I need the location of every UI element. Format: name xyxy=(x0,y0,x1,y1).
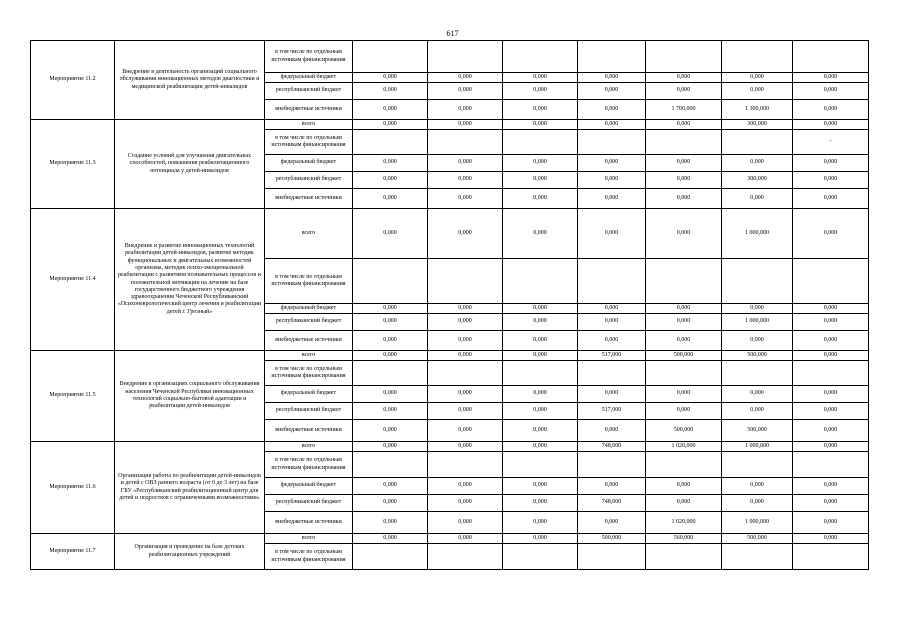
amount-cell: 0,000 xyxy=(578,172,646,189)
funding-source-label: внебюджетные источники xyxy=(265,512,353,534)
amount-cell: 0,000 xyxy=(428,331,503,351)
amount-cell: 0,000 xyxy=(646,83,722,100)
amount-cell: 0,000 xyxy=(503,331,578,351)
amount-cell: 0,000 xyxy=(793,209,869,259)
amount-cell xyxy=(503,259,578,304)
measure-name: Внедрение в организациях социального обслуживания населения Чеченской Республики инновационных технологий социально-бытовой адаптации и реабилитации детей-инвалидов xyxy=(115,351,265,442)
amount-cell: 0,000 xyxy=(353,420,428,442)
amount-cell: 0,000 xyxy=(428,73,503,83)
amount-cell: 0,000 xyxy=(578,100,646,120)
amount-cell: 1 700,000 xyxy=(646,100,722,120)
amount-cell: 0,000 xyxy=(503,155,578,172)
amount-cell xyxy=(503,361,578,386)
amount-cell: 0,000 xyxy=(578,209,646,259)
amount-cell: 0,000 xyxy=(793,534,869,544)
amount-cell xyxy=(428,259,503,304)
amount-cell: 0,000 xyxy=(793,172,869,189)
amount-cell: 0,000 xyxy=(646,120,722,130)
amount-cell xyxy=(578,361,646,386)
amount-cell xyxy=(646,259,722,304)
amount-cell xyxy=(353,544,428,570)
funding-source-label: федеральный бюджет xyxy=(265,478,353,495)
amount-cell: 0,000 xyxy=(428,209,503,259)
page-bottom-margin xyxy=(0,592,905,640)
amount-cell: 0,000 xyxy=(722,83,793,100)
amount-cell: 500,000 xyxy=(646,420,722,442)
amount-cell xyxy=(353,452,428,478)
amount-cell xyxy=(793,41,869,73)
amount-cell: 0,000 xyxy=(503,478,578,495)
measure-code: Мероприятие 11.6 xyxy=(31,442,115,534)
budget-table xyxy=(30,40,869,570)
amount-cell xyxy=(646,544,722,570)
amount-cell: 1 000,000 xyxy=(722,442,793,452)
amount-cell: 0,000 xyxy=(722,478,793,495)
table-row xyxy=(31,209,869,259)
amount-cell: 0,000 xyxy=(793,495,869,512)
funding-source-label: всего xyxy=(265,351,353,361)
amount-cell: 1 300,000 xyxy=(722,100,793,120)
funding-source-label: федеральный бюджет xyxy=(265,386,353,403)
amount-cell: 1 000,000 xyxy=(722,512,793,534)
funding-source-label: в том числе по отдельным источникам финансирования xyxy=(265,41,353,73)
amount-cell: 0,000 xyxy=(793,351,869,361)
funding-source-label: федеральный бюджет xyxy=(265,73,353,83)
amount-cell: 0,000 xyxy=(793,442,869,452)
measure-code: Мероприятие 11.5 xyxy=(31,351,115,442)
amount-cell: 0,000 xyxy=(353,304,428,314)
amount-cell: 517,000 xyxy=(578,403,646,420)
amount-cell xyxy=(793,361,869,386)
amount-cell: 0,000 xyxy=(428,100,503,120)
amount-cell: 0,000 xyxy=(646,172,722,189)
amount-cell: 0,000 xyxy=(428,120,503,130)
amount-cell: 0,000 xyxy=(428,304,503,314)
amount-cell: 0,000 xyxy=(353,403,428,420)
amount-cell xyxy=(428,544,503,570)
amount-cell: 0,000 xyxy=(646,386,722,403)
amount-cell: 1 020,000 xyxy=(646,442,722,452)
amount-cell: 748,000 xyxy=(578,495,646,512)
amount-cell: 0,000 xyxy=(793,512,869,534)
table-row xyxy=(31,120,869,130)
amount-cell xyxy=(793,452,869,478)
amount-cell xyxy=(793,544,869,570)
amount-cell: 560,000 xyxy=(646,534,722,544)
funding-source-label: внебюджетные источники xyxy=(265,100,353,120)
amount-cell: 0,000 xyxy=(722,189,793,209)
amount-cell: 517,000 xyxy=(578,351,646,361)
amount-cell: - xyxy=(793,130,869,155)
amount-cell: 0,000 xyxy=(503,495,578,512)
amount-cell: 0,000 xyxy=(353,83,428,100)
amount-cell: 0,000 xyxy=(722,495,793,512)
amount-cell xyxy=(646,361,722,386)
amount-cell xyxy=(503,544,578,570)
funding-source-label: в том числе по отдельным источникам финансирования xyxy=(265,259,353,304)
amount-cell: 0,000 xyxy=(578,512,646,534)
amount-cell: 0,000 xyxy=(428,351,503,361)
measure-code: Мероприятие 11.4 xyxy=(31,209,115,351)
amount-cell xyxy=(722,130,793,155)
amount-cell: 0,000 xyxy=(428,83,503,100)
amount-cell: 0,000 xyxy=(578,155,646,172)
amount-cell: 0,000 xyxy=(428,314,503,331)
amount-cell xyxy=(578,130,646,155)
amount-cell: 0,000 xyxy=(503,172,578,189)
amount-cell: 0,000 xyxy=(428,442,503,452)
amount-cell: 500,000 xyxy=(646,351,722,361)
amount-cell xyxy=(722,41,793,73)
funding-source-label: в том числе по отдельным источникам финансирования xyxy=(265,452,353,478)
amount-cell: 0,000 xyxy=(353,442,428,452)
amount-cell: 0,000 xyxy=(503,304,578,314)
amount-cell: 0,000 xyxy=(503,189,578,209)
amount-cell: 0,000 xyxy=(428,420,503,442)
amount-cell: 0,000 xyxy=(578,73,646,83)
amount-cell: 0,000 xyxy=(793,403,869,420)
amount-cell: 0,000 xyxy=(428,155,503,172)
funding-source-label: внебюджетные источники xyxy=(265,420,353,442)
funding-source-label: всего xyxy=(265,534,353,544)
amount-cell xyxy=(428,130,503,155)
amount-cell xyxy=(353,361,428,386)
amount-cell: 0,000 xyxy=(646,73,722,83)
amount-cell: 0,000 xyxy=(353,386,428,403)
amount-cell xyxy=(722,452,793,478)
amount-cell: 0,000 xyxy=(646,314,722,331)
amount-cell xyxy=(646,41,722,73)
amount-cell xyxy=(722,544,793,570)
amount-cell xyxy=(578,544,646,570)
funding-source-label: республиканский бюджет xyxy=(265,495,353,512)
amount-cell: 500,000 xyxy=(722,351,793,361)
amount-cell xyxy=(353,130,428,155)
amount-cell: 0,000 xyxy=(353,189,428,209)
measure-name: Организация работы по реабилитации детей-инвалидов и детей с ОВЗ раннего возраста (от 0 до 3 лет) на базе ГБУ «Республиканский реабилитационный центр для детей и подростков с ограниченными возможностями» xyxy=(115,442,265,534)
amount-cell: 0,000 xyxy=(646,304,722,314)
amount-cell: 0,000 xyxy=(793,386,869,403)
amount-cell: 0,000 xyxy=(793,420,869,442)
amount-cell: 0,000 xyxy=(353,331,428,351)
table-row xyxy=(31,41,869,73)
amount-cell: 0,000 xyxy=(722,403,793,420)
amount-cell: 0,000 xyxy=(578,120,646,130)
amount-cell xyxy=(428,452,503,478)
amount-cell xyxy=(793,259,869,304)
amount-cell xyxy=(353,41,428,73)
amount-cell: 1 000,000 xyxy=(722,209,793,259)
amount-cell: 0,000 xyxy=(793,73,869,83)
amount-cell: 0,000 xyxy=(646,155,722,172)
funding-source-label: в том числе по отдельным источникам финансирования xyxy=(265,130,353,155)
funding-source-label: республиканский бюджет xyxy=(265,83,353,100)
amount-cell: 0,000 xyxy=(503,83,578,100)
amount-cell: 0,000 xyxy=(353,73,428,83)
amount-cell: 0,000 xyxy=(503,351,578,361)
amount-cell xyxy=(722,259,793,304)
amount-cell: 0,000 xyxy=(428,534,503,544)
funding-source-label: республиканский бюджет xyxy=(265,172,353,189)
amount-cell: 0,000 xyxy=(503,512,578,534)
amount-cell xyxy=(503,130,578,155)
funding-source-label: республиканский бюджет xyxy=(265,403,353,420)
amount-cell: 0,000 xyxy=(578,314,646,331)
table-row xyxy=(31,351,869,361)
amount-cell: 0,000 xyxy=(428,495,503,512)
amount-cell: 0,000 xyxy=(793,304,869,314)
amount-cell: 0,000 xyxy=(503,442,578,452)
amount-cell: 0,000 xyxy=(503,534,578,544)
funding-source-label: в том числе по отдельным источникам финансирования xyxy=(265,544,353,570)
amount-cell: 0,000 xyxy=(646,331,722,351)
measure-code: Мероприятие 11.7 xyxy=(31,534,115,570)
amount-cell: 500,000 xyxy=(578,534,646,544)
amount-cell: 0,000 xyxy=(646,478,722,495)
amount-cell: 0,000 xyxy=(793,83,869,100)
amount-cell: 0,000 xyxy=(793,331,869,351)
amount-cell xyxy=(646,130,722,155)
amount-cell: 748,000 xyxy=(578,442,646,452)
amount-cell: 0,000 xyxy=(722,73,793,83)
funding-source-label: республиканский бюджет xyxy=(265,314,353,331)
amount-cell xyxy=(353,259,428,304)
amount-cell: 0,000 xyxy=(353,534,428,544)
amount-cell: 0,000 xyxy=(503,209,578,259)
amount-cell: 0,000 xyxy=(503,420,578,442)
amount-cell: 0,000 xyxy=(646,209,722,259)
amount-cell: 1 020,000 xyxy=(646,512,722,534)
funding-source-label: внебюджетные источники xyxy=(265,331,353,351)
measure-name: Создание условий для улучшения двигательных способностей, повышения реабилитационного потенциала у детей-инвалидов xyxy=(115,120,265,209)
measure-code: Мероприятие 11.2 xyxy=(31,41,115,120)
amount-cell: 0,000 xyxy=(428,512,503,534)
amount-cell: 0,000 xyxy=(353,512,428,534)
amount-cell: 0,000 xyxy=(503,120,578,130)
measure-name: Организация и проведение на базе детских реабилитационных учреждений xyxy=(115,534,265,570)
amount-cell xyxy=(578,41,646,73)
amount-cell xyxy=(722,361,793,386)
amount-cell xyxy=(428,361,503,386)
funding-source-label: внебюджетные источники xyxy=(265,189,353,209)
amount-cell: 0,000 xyxy=(722,304,793,314)
amount-cell xyxy=(428,41,503,73)
measure-name: Внедрение в деятельность организаций социального обслуживания инновационных методов диагностики и медицинской реабилитации детей-инвалидов xyxy=(115,41,265,120)
amount-cell: 0,000 xyxy=(503,386,578,403)
amount-cell: 0,000 xyxy=(353,351,428,361)
amount-cell: 0,000 xyxy=(646,403,722,420)
amount-cell: 0,000 xyxy=(578,189,646,209)
amount-cell: 500,000 xyxy=(722,534,793,544)
amount-cell: 0,000 xyxy=(428,189,503,209)
amount-cell: 0,000 xyxy=(578,83,646,100)
amount-cell: 0,000 xyxy=(353,478,428,495)
amount-cell: 0,000 xyxy=(722,155,793,172)
amount-cell: 0,000 xyxy=(353,120,428,130)
funding-source-label: всего xyxy=(265,442,353,452)
amount-cell xyxy=(503,41,578,73)
amount-cell: 1 000,000 xyxy=(722,314,793,331)
amount-cell: 0,000 xyxy=(353,155,428,172)
amount-cell: 0,000 xyxy=(428,386,503,403)
amount-cell: 300,000 xyxy=(722,120,793,130)
amount-cell: 0,000 xyxy=(722,386,793,403)
funding-source-label: всего xyxy=(265,209,353,259)
amount-cell: 0,000 xyxy=(353,172,428,189)
funding-source-label: всего xyxy=(265,120,353,130)
amount-cell: 0,000 xyxy=(578,304,646,314)
amount-cell: 0,000 xyxy=(793,189,869,209)
amount-cell: 0,000 xyxy=(353,495,428,512)
amount-cell xyxy=(578,452,646,478)
amount-cell: 0,000 xyxy=(353,100,428,120)
amount-cell: 0,000 xyxy=(503,73,578,83)
amount-cell: 0,000 xyxy=(646,495,722,512)
funding-source-label: федеральный бюджет xyxy=(265,155,353,172)
amount-cell: 0,000 xyxy=(428,478,503,495)
table-row xyxy=(31,534,869,544)
amount-cell: 0,000 xyxy=(793,100,869,120)
amount-cell: 0,000 xyxy=(578,420,646,442)
amount-cell: 0,000 xyxy=(578,331,646,351)
amount-cell: 0,000 xyxy=(503,100,578,120)
amount-cell: 500,000 xyxy=(722,420,793,442)
table-row xyxy=(31,442,869,452)
amount-cell: 0,000 xyxy=(793,314,869,331)
amount-cell: 0,000 xyxy=(793,155,869,172)
measure-code: Мероприятие 11.3 xyxy=(31,120,115,209)
amount-cell: 0,000 xyxy=(428,403,503,420)
amount-cell: 0,000 xyxy=(353,209,428,259)
amount-cell: 0,000 xyxy=(793,120,869,130)
amount-cell: 0,000 xyxy=(722,331,793,351)
page-number: 617 xyxy=(446,29,459,38)
amount-cell xyxy=(646,452,722,478)
amount-cell: 0,000 xyxy=(428,172,503,189)
amount-cell: 0,000 xyxy=(503,314,578,331)
amount-cell: 0,000 xyxy=(578,386,646,403)
amount-cell: 0,000 xyxy=(353,314,428,331)
funding-source-label: федеральный бюджет xyxy=(265,304,353,314)
measure-name: Внедрение и развитие инновационных технологий реабилитации детей-инвалидов, развитие методик функциональных и двигательных возможностей организма, методик психо-эмоциональной реабилитации с развитием познавательных процессов и положительной мотивации на лечение на базе государственного бюджетного учреждения здравоохранения Чеченской Республиканский «Психоневрологический центр лечения и реабилитации детей г. Грозный» xyxy=(115,209,265,351)
funding-source-label: в том числе по отдельным источникам финансирования xyxy=(265,361,353,386)
amount-cell: 0,000 xyxy=(646,189,722,209)
amount-cell xyxy=(503,452,578,478)
amount-cell: 0,000 xyxy=(503,403,578,420)
amount-cell: 300,000 xyxy=(722,172,793,189)
amount-cell: 0,000 xyxy=(793,478,869,495)
amount-cell: 0,000 xyxy=(578,478,646,495)
amount-cell xyxy=(578,259,646,304)
